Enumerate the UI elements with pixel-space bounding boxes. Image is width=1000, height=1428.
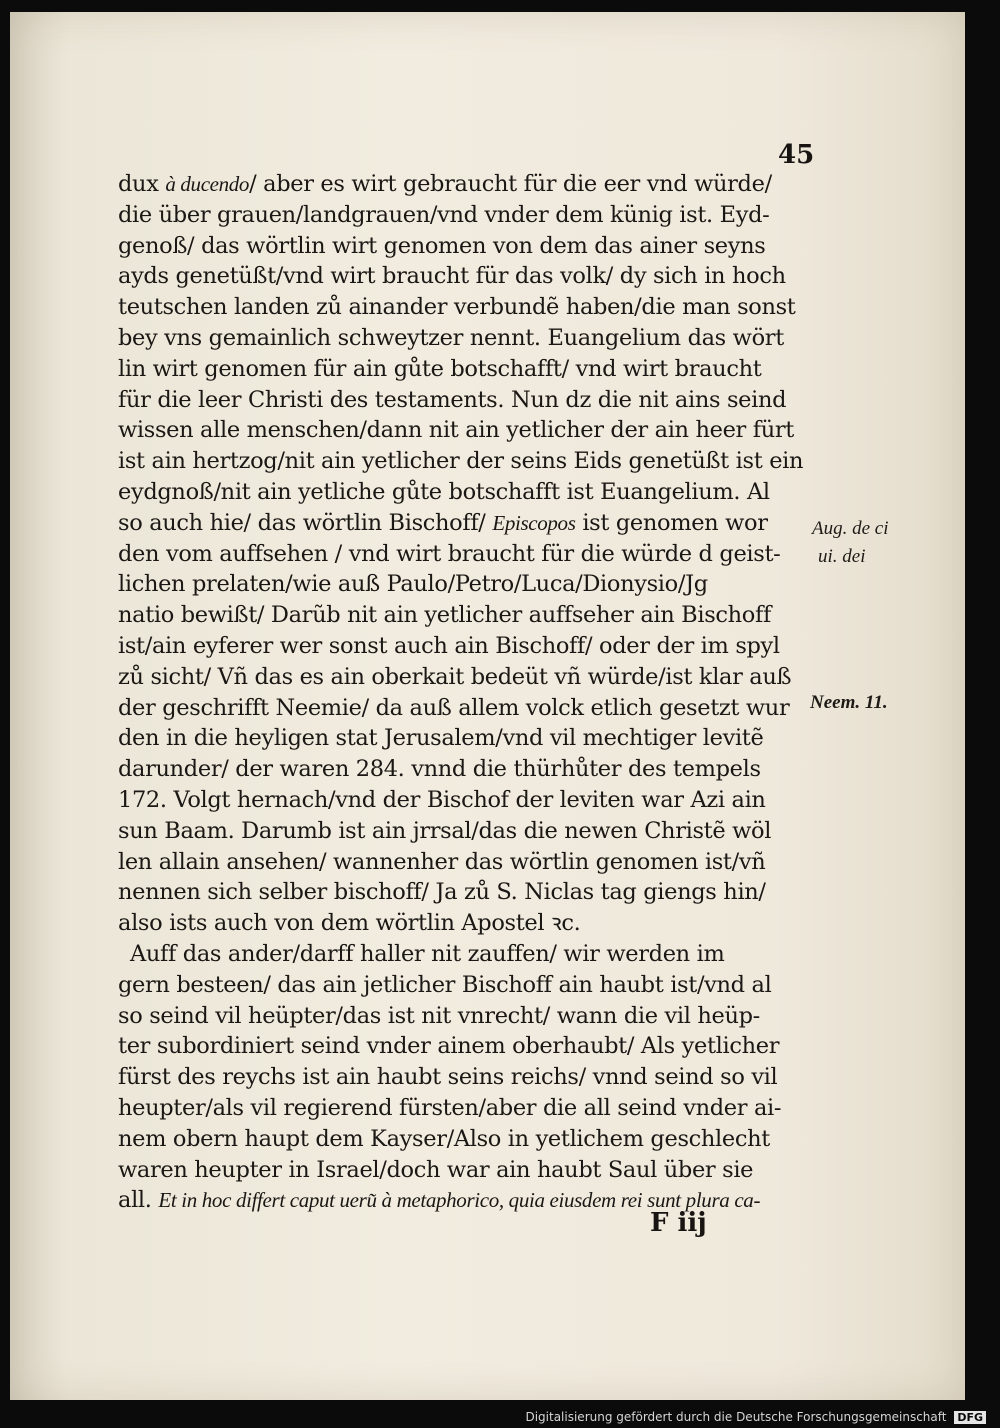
text-line: wissen alle menschen/dann nit ain yetlicher der ain heer fürt	[118, 417, 794, 444]
text-line: len allain ansehen/ wannenher das wörtlin genomen ist/vñ	[118, 848, 766, 875]
text-line: heupter/als vil regierend fürsten/aber die all seind vnder ai-	[118, 1094, 782, 1121]
text-line: also ists auch von dem wörtlin Apostel ꝛc.	[118, 910, 581, 937]
credit-text: Digitalisierung gefördert durch die Deutsche Forschungsgemeinschaft	[525, 1410, 947, 1424]
book-page	[10, 12, 965, 1400]
margin-note-augustine: Aug. de ci	[812, 518, 889, 539]
text-line: bey vns gemainlich schweytzer nennt. Euangelium das wört	[118, 324, 784, 351]
text-line: so auch hie/ das wörtlin Bischoff/ Episcopos ist genomen wor	[118, 509, 768, 536]
text-line: der geschrifft Neemie/ da auß allem volck etlich gesetzt wur	[118, 694, 790, 721]
text-line: fürst des reychs ist ain haubt seins reichs/ vnnd seind so vil	[118, 1064, 778, 1091]
margin-note-nehemiah: Neem. 11.	[810, 692, 888, 713]
text-line: natio bewißt/ Darũb nit ain yetlicher auffseher ain Bischoff	[118, 602, 771, 629]
text-line: lin wirt genomen für ain gůte botschafft/ vnd wirt braucht	[118, 355, 762, 382]
text-line-paragraph-start: Auff das ander/darff haller nit zauffen/ wir werden im	[130, 940, 725, 967]
dfg-logo: DFG	[954, 1411, 986, 1424]
text-line: ayds genetüßt/vnd wirt braucht für das volk/ dy sich in hoch	[118, 263, 786, 290]
text-line: sun Baam. Darumb ist ain jrrsal/das die newen Christẽ wöl	[118, 817, 772, 844]
text-line: waren heupter in Israel/doch war ain haubt Saul über sie	[118, 1156, 754, 1183]
text-line: zů sicht/ Vñ das es ain oberkait bedeüt vñ würde/ist klar auß	[118, 663, 792, 690]
text-line: genoß/ das wörtlin wirt genomen von dem das ainer seyns	[118, 232, 766, 259]
text-line: den in die heyligen stat Jerusalem/vnd vil mechtiger levitẽ	[118, 725, 764, 752]
text-line: für die leer Christi des testaments. Nun dz die nit ains seind	[118, 386, 787, 413]
text-line: nem obern haupt dem Kayser/Also in yetlichem geschlecht	[118, 1125, 770, 1152]
text-line: darunder/ der waren 284. vnnd die thürhůter des tempels	[118, 756, 761, 783]
text-line: gern besteen/ das ain jetlicher Bischoff ain haubt ist/vnd al	[118, 971, 772, 998]
digitization-credit	[525, 1410, 986, 1424]
text-line: ist/ain eyferer wer sonst auch ain Bischoff/ oder der im spyl	[118, 632, 780, 659]
text-line: all. Et in hoc differt caput ueru͂ à metaphorico, quia eiusdem rei sunt plura ca-	[118, 1187, 761, 1214]
text-line: lichen prelaten/wie auß Paulo/Petro/Luca/Dionysio/Jg	[118, 571, 708, 598]
text-line: ist ain hertzog/nit ain yetlicher der seins Eids genetüßt ist ein	[118, 448, 804, 475]
text-line: ter subordiniert seind vnder ainem oberhaubt/ Als yetlicher	[118, 1033, 780, 1060]
signature-mark: F iij	[650, 1208, 707, 1238]
body-text	[118, 169, 808, 1216]
page-number: 45	[778, 140, 815, 170]
text-line: dux à ducendo/ aber es wirt gebraucht für die eer vnd würde/	[118, 171, 772, 197]
text-line: nennen sich selber bischoff/ Ja zů S. Niclas tag giengs hin/	[118, 879, 766, 906]
text-line: die über grauen/landgrauen/vnd vnder dem künig ist. Eyd-	[118, 201, 770, 228]
text-line: eydgnoß/nit ain yetliche gůte botschafft ist Euangelium. Al	[118, 478, 770, 505]
text-line: teutschen landen zů ainander verbundẽ haben/die man sonst	[118, 294, 796, 321]
text-line: so seind vil heüpter/das ist nit vnrecht/ wann die vil heüp-	[118, 1002, 760, 1029]
text-line: den vom auffsehen / vnd wirt braucht für die würde d geist-	[118, 540, 781, 567]
margin-note-augustine-cont: ui. dei	[818, 546, 866, 567]
text-line: 172. Volgt hernach/vnd der Bischof der leviten war Azi ain	[118, 786, 766, 813]
